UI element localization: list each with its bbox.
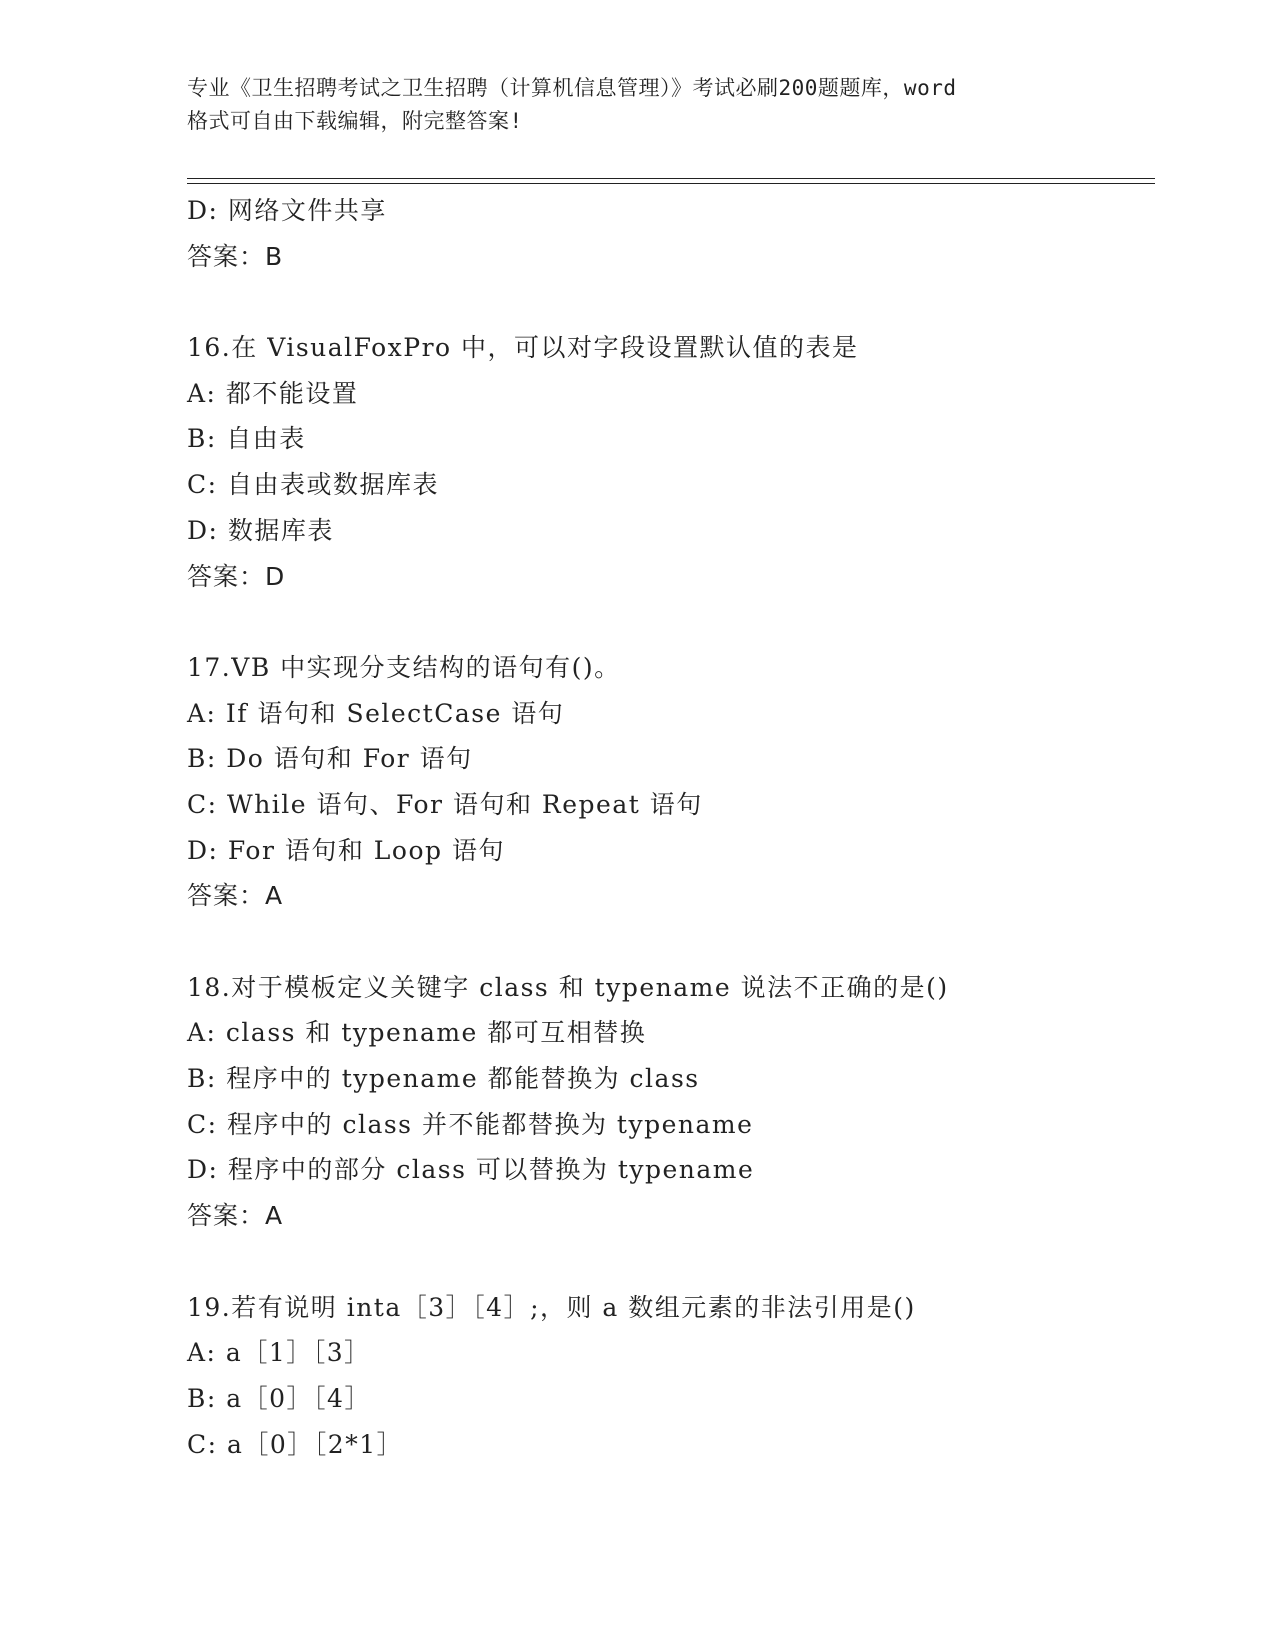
document-header <box>187 72 1087 138</box>
option-b: B: 程序中的 typename 都能替换为 class <box>187 1064 700 1094</box>
option-c: C: While 语句、For 语句和 Repeat 语句 <box>187 789 703 819</box>
header-line-2: 格式可自由下载编辑，附完整答案! <box>187 109 523 133</box>
option-a: A: If 语句和 SelectCase 语句 <box>187 698 565 728</box>
question-stem: 17.VB 中实现分支结构的语句有()。 <box>187 652 621 682</box>
spacer <box>187 1239 1147 1285</box>
question-19 <box>187 1285 1147 1468</box>
option-a: A: 都不能设置 <box>187 378 359 408</box>
header-divider-top <box>187 178 1155 179</box>
option-a: A: a［1］［3］ <box>187 1338 371 1368</box>
question-stem: 18.对于模板定义关键字 class 和 typename 说法不正确的是() <box>187 972 949 1002</box>
question-18 <box>187 965 1147 1239</box>
option-b: B: Do 语句和 For 语句 <box>187 744 473 774</box>
question-17 <box>187 645 1147 919</box>
spacer <box>187 919 1147 965</box>
question-list <box>187 188 1147 1467</box>
header-line-1: 专业《卫生招聘考试之卫生招聘（计算机信息管理）》考试必刷200题题库，word <box>187 76 957 100</box>
option-d: D: For 语句和 Loop 语句 <box>187 835 505 865</box>
question-stem: 19.若有说明 inta［3］［4］;，则 a 数组元素的非法引用是() <box>187 1292 916 1322</box>
option-b: B: a［0］［4］ <box>187 1383 371 1413</box>
header-divider-bottom <box>187 183 1155 184</box>
option-a: A: class 和 typename 都可互相替换 <box>187 1018 647 1048</box>
option-d: D: 程序中的部分 class 可以替换为 typename <box>187 1155 755 1185</box>
option-d: D: 网络文件共享 <box>187 196 387 225</box>
option-c: C: 自由表或数据库表 <box>187 470 439 500</box>
question-16 <box>187 325 1147 599</box>
answer-line: 答案：A <box>187 1201 284 1231</box>
answer-line: 答案：D <box>187 561 286 591</box>
option-c: C: 程序中的 class 并不能都替换为 typename <box>187 1109 754 1139</box>
answer-line: 答案：A <box>187 881 284 911</box>
question-stem: 16.在 VisualFoxPro 中，可以对字段设置默认值的表是 <box>187 333 859 363</box>
option-c: C: a［0］［2*1］ <box>187 1429 404 1459</box>
option-b: B: 自由表 <box>187 424 306 454</box>
option-d: D: 数据库表 <box>187 515 334 545</box>
spacer <box>187 279 1147 325</box>
spacer <box>187 599 1147 645</box>
answer-line: 答案：B <box>187 241 284 271</box>
